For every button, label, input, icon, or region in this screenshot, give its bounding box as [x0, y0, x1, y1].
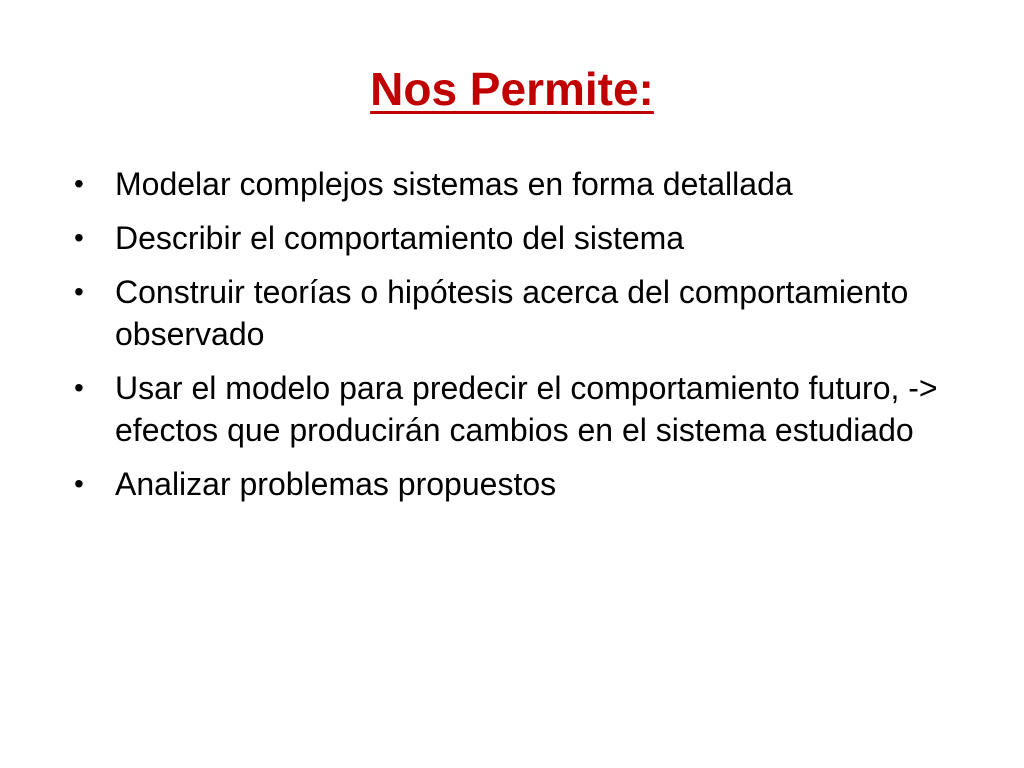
bullet-text: Usar el modelo para predecir el comportamiento futuro, -> efectos que producirán cambios en el sistema estudiado: [115, 370, 938, 448]
bullet-item: [74, 271, 974, 355]
bullet-text: Construir teorías o hipótesis acerca del comportamiento observado: [115, 274, 909, 352]
bullet-dot-icon: •: [74, 222, 84, 253]
bullet-item: [74, 367, 974, 451]
bullet-item: [74, 463, 974, 505]
bullet-text: Modelar complejos sistemas en forma detallada: [115, 166, 793, 202]
bullet-item: [74, 163, 974, 205]
bullet-text: Describir el comportamiento del sistema: [115, 220, 685, 256]
bullet-list: [74, 163, 974, 517]
bullet-dot-icon: •: [74, 468, 84, 499]
bullet-dot-icon: •: [74, 168, 84, 199]
bullet-dot-icon: •: [74, 372, 84, 403]
slide-title: Nos Permite:: [370, 63, 654, 115]
bullet-text: Analizar problemas propuestos: [115, 466, 557, 502]
bullet-item: [74, 217, 974, 259]
bullet-dot-icon: •: [74, 276, 84, 307]
